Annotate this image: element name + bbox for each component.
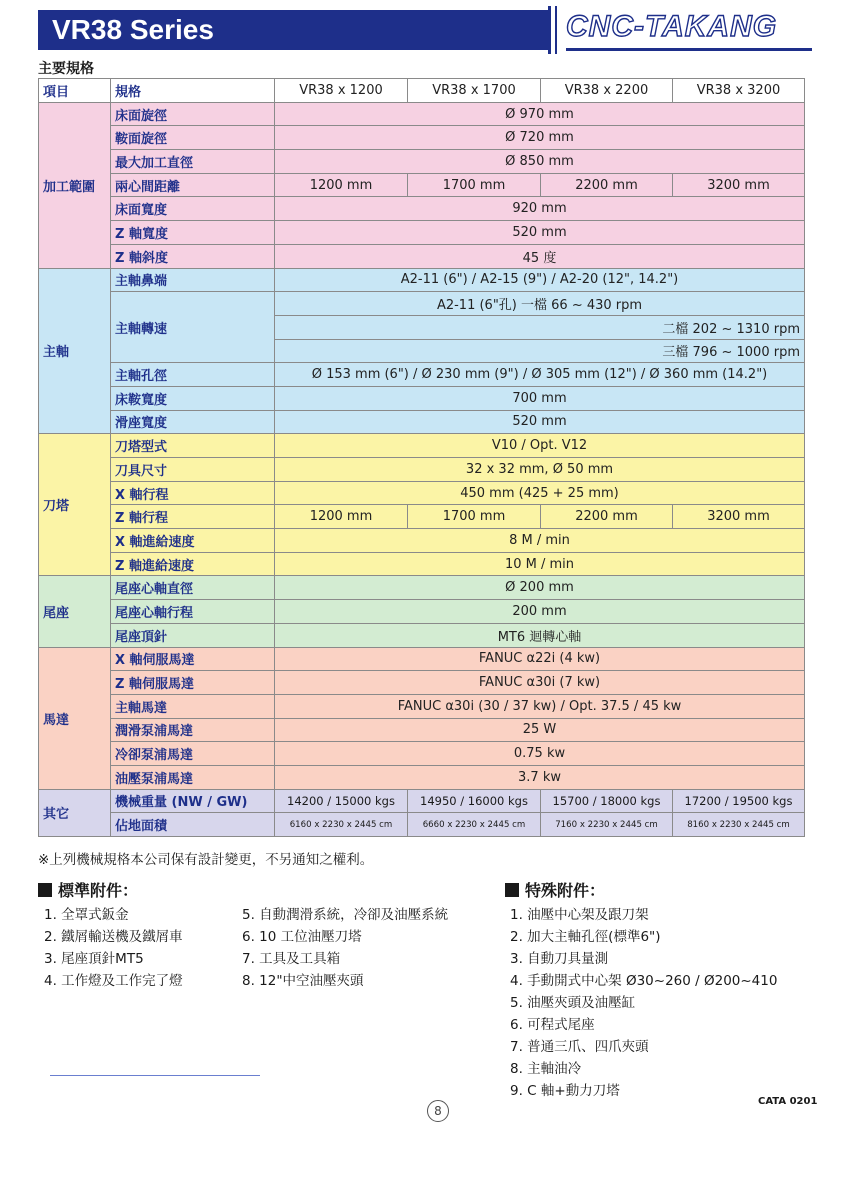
table-row [39,718,805,742]
list-item: 6. 可程式尾座 [510,1017,595,1033]
list-item: 2. 加大主軸孔徑(標準6") [510,929,661,945]
table-row [39,386,805,410]
table-row [39,363,805,387]
table-row [39,694,805,718]
table-row [39,244,805,268]
spec-name: X 軸進給速度 [111,529,275,553]
spec-value: 6160 x 2230 x 2445 cm [275,813,408,837]
category-machining: 加工範圍 [39,102,111,268]
spec-value: 15700 / 18000 kgs [541,789,673,813]
table-row [39,268,805,292]
special-accessories-title: 特殊附件： [525,881,606,900]
spec-value: V10 / Opt. V12 [275,434,805,458]
spec-value: FANUC α30i (30 / 37 kw) / Opt. 37.5 / 45 kw [275,694,805,718]
model-1700: VR38 x 1700 [408,79,541,103]
spec-value: 32 x 32 mm, Ø 50 mm [275,458,805,482]
spec-name: Z 軸斜度 [111,244,275,268]
spec-name: 機械重量 (NW / GW) [111,789,275,813]
table-row [39,481,805,505]
spec-value: 520 mm [275,221,805,245]
spec-value: A2-11 (6") / A2-15 (9") / A2-20 (12", 14.2") [275,268,805,292]
list-item: 6. 10 工位油壓刀塔 [242,929,362,945]
spec-value: 17200 / 19500 kgs [673,789,805,813]
spec-name: 尾座心軸直徑 [111,576,275,600]
spec-value: 3.7 kw [275,765,805,789]
category-motor: 馬達 [39,647,111,789]
spec-value: Ø 970 mm [275,102,805,126]
spec-value: 3200 mm [673,505,805,529]
model-2200: VR38 x 2200 [541,79,673,103]
series-title: VR38 Series [52,14,214,45]
list-item: 8. 主軸油冷 [510,1061,582,1077]
spec-name: X 軸伺服馬達 [111,647,275,671]
spec-name: Z 軸伺服馬達 [111,671,275,695]
spec-name: Z 軸進給速度 [111,552,275,576]
table-row [39,529,805,553]
table-row [39,505,805,529]
spec-value: 8 M / min [275,529,805,553]
spec-value: 700 mm [275,386,805,410]
spec-value: 1700 mm [408,505,541,529]
list-item: 5. 油壓夾頭及油壓缸 [510,995,636,1011]
table-row [39,458,805,482]
spec-name: 床面旋徑 [111,102,275,126]
model-3200: VR38 x 3200 [673,79,805,103]
spec-value: 三檔 796 ~ 1000 rpm [275,339,805,363]
standard-accessories-list-1 [44,904,183,992]
list-item: 2. 鐵屑輸送機及鐵屑車 [44,929,183,945]
table-row [39,576,805,600]
category-tailstock: 尾座 [39,576,111,647]
spec-value: FANUC α30i (7 kw) [275,671,805,695]
spec-value: Ø 200 mm [275,576,805,600]
spec-value: 920 mm [275,197,805,221]
spec-name: 尾座心軸行程 [111,600,275,624]
spec-value: 7160 x 2230 x 2445 cm [541,813,673,837]
category-spindle: 主軸 [39,268,111,434]
table-row [39,434,805,458]
spec-name: Z 軸行程 [111,505,275,529]
table-row [39,647,805,671]
series-header [38,10,550,50]
spec-value: 520 mm [275,410,805,434]
table-row [39,813,805,837]
spec-value: 3200 mm [673,173,805,197]
spec-name: 主軸孔徑 [111,363,275,387]
table-row [39,102,805,126]
spec-name: 冷卻泵浦馬達 [111,742,275,766]
catalog-code: CATA 0201 [758,1096,818,1107]
page-number: 8 [427,1100,449,1122]
special-accessories-list [510,904,777,1102]
list-item: 3. 自動刀具量測 [510,951,609,967]
list-item: 4. 工作燈及工作完了燈 [44,973,183,989]
spec-value: 1700 mm [408,173,541,197]
brand-logo [566,10,812,51]
spec-value: 450 mm (425 + 25 mm) [275,481,805,505]
spec-name: 主軸轉速 [111,292,275,363]
spec-name: 床面寬度 [111,197,275,221]
table-row [39,765,805,789]
spec-value: 0.75 kw [275,742,805,766]
spec-name: Z 軸寬度 [111,221,275,245]
model-1200: VR38 x 1200 [275,79,408,103]
spec-name: X 軸行程 [111,481,275,505]
standard-accessories-heading [38,878,138,901]
spec-value: Ø 720 mm [275,126,805,150]
category-other: 其它 [39,789,111,836]
list-item: 9. C 軸+動力刀塔 [510,1083,620,1099]
spec-name: 佔地面積 [111,813,275,837]
spec-value: 二檔 202 ~ 1310 rpm [275,315,805,339]
table-row [39,600,805,624]
list-item: 1. 全罩式鈑金 [44,907,129,923]
spec-table [38,78,805,837]
spec-value: 10 M / min [275,552,805,576]
spec-name: 鞍面旋徑 [111,126,275,150]
square-bullet-icon [505,883,519,897]
spec-value: 45 度 [275,244,805,268]
spec-value: 1200 mm [275,505,408,529]
spec-value: 2200 mm [541,173,673,197]
spec-name: 主軸馬達 [111,694,275,718]
spec-value: Ø 153 mm (6") / Ø 230 mm (9") / Ø 305 mm (12") / Ø 360 mm (14.2") [275,363,805,387]
table-row [39,623,805,647]
list-item: 7. 普通三爪、四爪夾頭 [510,1039,649,1055]
spec-value: 14200 / 15000 kgs [275,789,408,813]
list-item: 5. 自動潤滑系統，冷卻及油壓系統 [242,907,449,923]
spec-value: Ø 850 mm [275,150,805,174]
spec-value: A2-11 (6"孔) 一檔 66 ~ 430 rpm [275,292,805,316]
list-item: 8. 12"中空油壓夾頭 [242,973,364,989]
brand-logo-text: CNC-TAKANG [566,10,778,43]
table-row [39,552,805,576]
spec-name: 床鞍寬度 [111,386,275,410]
special-accessories-heading [505,878,605,901]
spec-name: 刀塔型式 [111,434,275,458]
standard-accessories-title: 標準附件： [58,881,139,900]
table-row [39,292,805,316]
spec-value: FANUC α22i (4 kw) [275,647,805,671]
disclaimer-note: ※上列機械規格本公司保有設計變更，不另通知之權利。 [38,852,374,868]
spec-value: 1200 mm [275,173,408,197]
spec-value: 2200 mm [541,505,673,529]
table-row [39,410,805,434]
table-row [39,173,805,197]
table-row [39,742,805,766]
spec-value: 14950 / 16000 kgs [408,789,541,813]
spec-name: 刀具尺寸 [111,458,275,482]
spec-name: 滑座寬度 [111,410,275,434]
section-label: 主要規格 [38,61,94,77]
spec-value: MT6 迴轉心軸 [275,623,805,647]
table-row [39,789,805,813]
table-header-row [39,79,805,103]
list-item: 3. 尾座頂針MT5 [44,951,144,967]
header-spec: 規格 [111,79,275,103]
spec-name: 油壓泵浦馬達 [111,765,275,789]
list-item: 4. 手動開式中心架 Ø30~260 / Ø200~410 [510,973,778,989]
spec-value: 6660 x 2230 x 2445 cm [408,813,541,837]
list-item: 7. 工具及工具箱 [242,951,341,967]
spec-value: 8160 x 2230 x 2445 cm [673,813,805,837]
table-row [39,671,805,695]
category-turret: 刀塔 [39,434,111,576]
table-row [39,221,805,245]
spec-value: 25 W [275,718,805,742]
spec-name: 最大加工直徑 [111,150,275,174]
table-row [39,197,805,221]
table-row [39,126,805,150]
list-item: 1. 油壓中心架及跟刀架 [510,907,649,923]
header-item: 項目 [39,79,111,103]
square-bullet-icon [38,883,52,897]
faint-rule-decoration [50,1075,260,1076]
header-divider-thin [555,6,557,54]
spec-name: 尾座頂針 [111,623,275,647]
spec-name: 潤滑泵浦馬達 [111,718,275,742]
header-divider [548,6,551,54]
table-row [39,150,805,174]
spec-value: 200 mm [275,600,805,624]
standard-accessories-list-2 [242,904,448,992]
spec-name: 主軸鼻端 [111,268,275,292]
spec-name: 兩心間距離 [111,173,275,197]
